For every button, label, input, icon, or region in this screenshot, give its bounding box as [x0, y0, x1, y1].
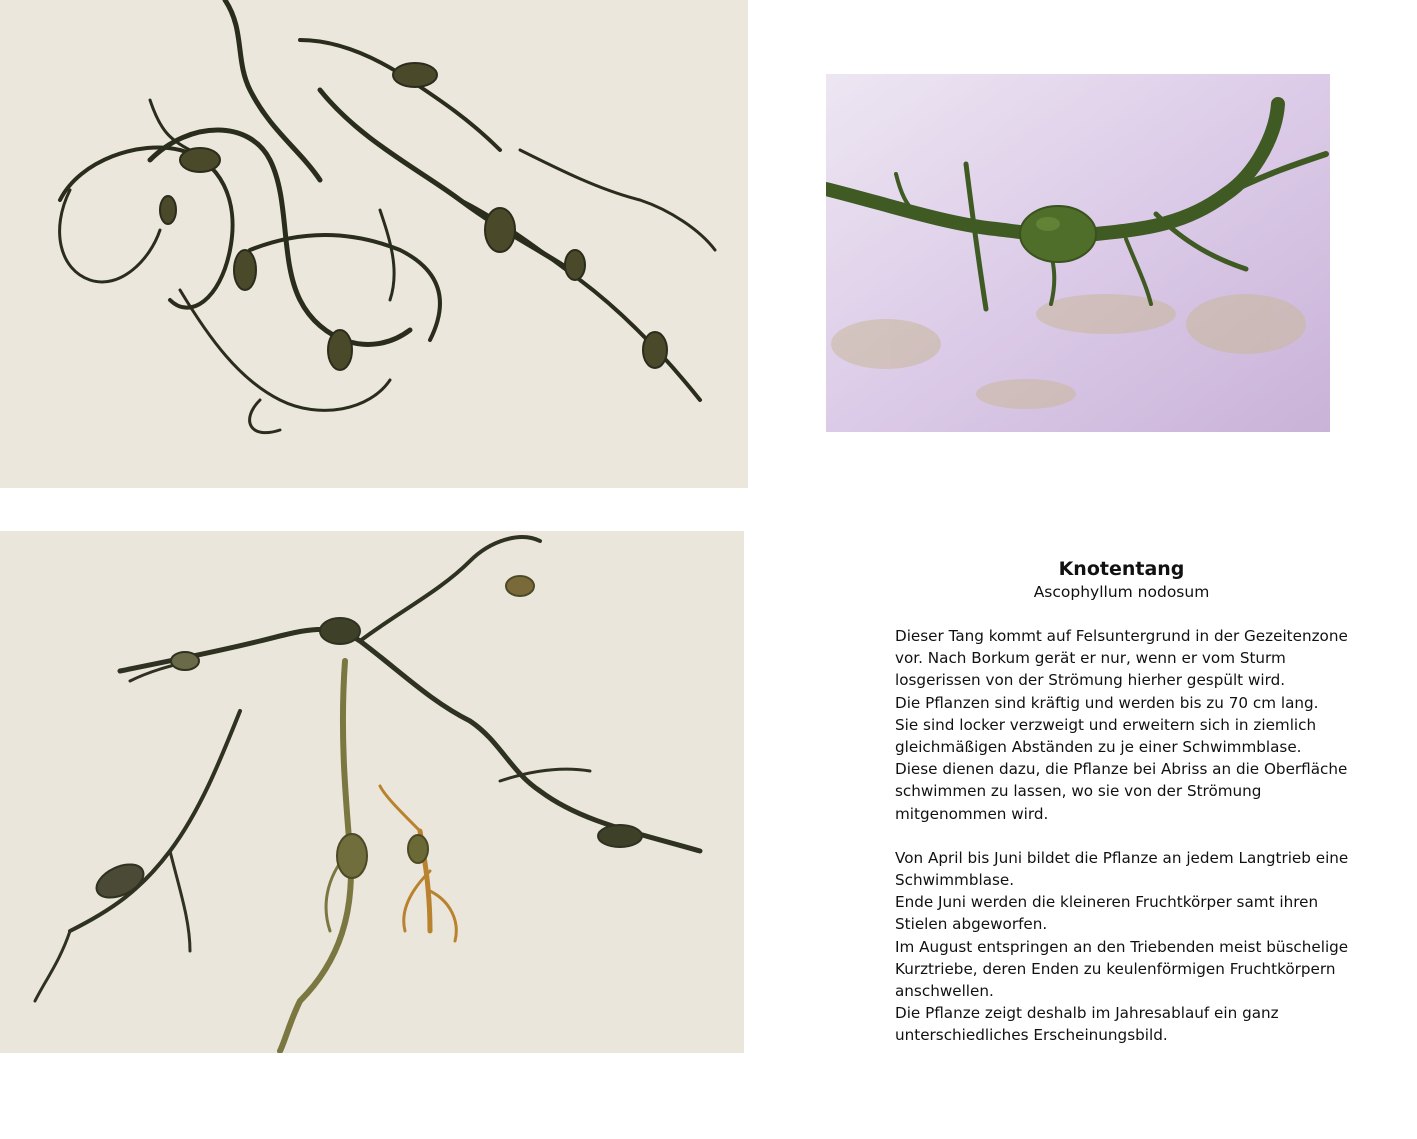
- seaweed-tangle-image: [0, 0, 748, 488]
- photo-seaweed-branches: [0, 531, 744, 1053]
- species-title: Knotentang: [1058, 558, 1185, 580]
- description-sentence: Im August entspringen an den Triebenden meist büschelige Kurztriebe, deren Enden zu keulenförmigen Fruchtkörpern anschwellen.: [895, 937, 1349, 1001]
- photo-bladder-closeup: [826, 74, 1330, 432]
- description-sentence: Die Pflanze zeigt deshalb im Jahresablauf ein ganz unterschiedliches Erscheinungsbild.: [895, 1004, 1279, 1045]
- species-scientific-name: Ascophyllum nodosum: [1033, 583, 1210, 601]
- bladder-closeup-image: [826, 74, 1330, 432]
- description-sentence: Sie sind locker verzweigt und erweitern sich in ziemlich gleichmäßigen Abständen zu je einer Schwimmblase.: [895, 715, 1317, 757]
- photo-seaweed-tangle: [0, 0, 748, 488]
- description-sentence: Die Pflanzen sind kräftig und werden bis zu 70 cm lang.: [895, 693, 1319, 712]
- description-sentence: Ende Juni werden die kleineren Fruchtkörper samt ihren Stielen abgeworfen.: [895, 893, 1319, 934]
- description-paragraph-2: [895, 847, 1365, 1047]
- bladder-shape: [1020, 206, 1096, 262]
- description-sentence: Von April bis Juni bildet die Pflanze an jedem Langtrieb eine Schwimmblase.: [895, 848, 1349, 890]
- description-sentence: Dieser Tang kommt auf Felsuntergrund in der Gezeitenzone vor. Nach Borkum gerät er nur, wenn er vom Sturm losgerissen von der Strömung hierher gespült wird.: [895, 627, 1348, 690]
- description-sentence: Diese dienen dazu, die Pflanze bei Abriss an die Oberfläche schwimmen zu lassen, wo sie von der Strömung mitgenommen wird.: [895, 760, 1348, 823]
- seaweed-branches-image: [0, 531, 744, 1053]
- description-block: [895, 558, 1365, 1047]
- description-paragraph-1: [895, 625, 1365, 825]
